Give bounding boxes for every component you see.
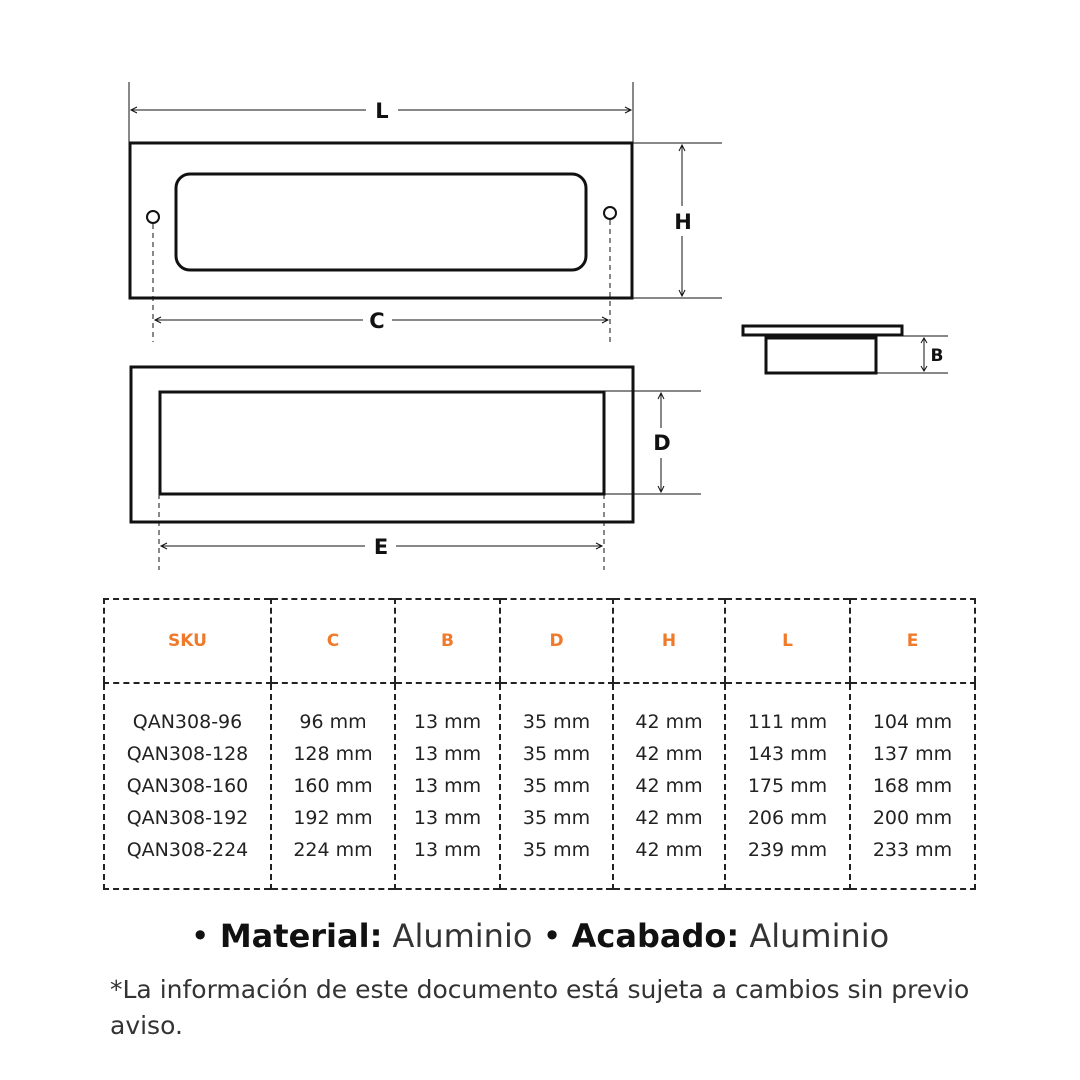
table-cell: 160 mm: [293, 775, 373, 797]
table-cell: 206 mm: [747, 807, 828, 829]
table-cell: 42 mm: [635, 743, 703, 765]
table-cell: QAN308-192: [126, 807, 249, 829]
top-view-plate: [130, 143, 632, 298]
table-cell: QAN308-160: [126, 775, 249, 797]
finish-label: Acabado:: [571, 917, 740, 955]
table-cell: 42 mm: [635, 775, 703, 797]
material-value: Aluminio: [392, 917, 533, 955]
side-view-flange: [743, 326, 902, 335]
spec-table: [103, 598, 976, 890]
finish-value: Aluminio: [749, 917, 890, 955]
table-cell: 13 mm: [413, 775, 482, 797]
table-cell: QAN308-96: [132, 711, 243, 733]
table-cell: 35 mm: [522, 839, 591, 861]
table-cell: 137 mm: [872, 743, 953, 765]
table-cell: 104 mm: [872, 711, 953, 733]
column-header-h: H: [613, 599, 725, 683]
dimension-label-b: B: [930, 346, 944, 366]
table-cell: 42 mm: [635, 807, 703, 829]
column-b: [395, 683, 500, 889]
dimension-label-d: D: [653, 431, 671, 455]
column-c: [271, 683, 395, 889]
column-header-d: D: [500, 599, 613, 683]
table-cell: 143 mm: [747, 743, 828, 765]
table-cell: 224 mm: [293, 839, 373, 861]
table-cell: 13 mm: [413, 807, 482, 829]
table-cell: 35 mm: [522, 743, 591, 765]
table-cell: 128 mm: [293, 743, 373, 765]
column-d: [500, 683, 613, 889]
screw-hole-right: [604, 207, 616, 219]
dimension-label-e: E: [373, 535, 389, 559]
table-cell: 96 mm: [299, 711, 367, 733]
table-cell: 239 mm: [747, 839, 828, 861]
column-e: [850, 683, 975, 889]
table-cell: 192 mm: [293, 807, 373, 829]
table-cell: 13 mm: [413, 839, 482, 861]
table-cell: 175 mm: [747, 775, 828, 797]
table-cell: 168 mm: [872, 775, 953, 797]
top-view-recess: [176, 174, 586, 270]
column-l: [725, 683, 850, 889]
bullet: •: [542, 917, 562, 955]
dimension-label-c: C: [369, 309, 385, 333]
table-cell: 35 mm: [522, 711, 591, 733]
table-cell: 35 mm: [522, 775, 591, 797]
screw-hole-left: [147, 211, 159, 223]
bullet: •: [190, 917, 210, 955]
table-cell: 13 mm: [413, 743, 482, 765]
table-cell: 200 mm: [872, 807, 953, 829]
table-cell: 42 mm: [635, 839, 703, 861]
column-header-e: E: [850, 599, 975, 683]
table-cell: 13 mm: [413, 711, 482, 733]
column-header-l: L: [725, 599, 850, 683]
column-header-sku: SKU: [104, 599, 271, 683]
material-line: [0, 917, 1080, 955]
table-cell: 233 mm: [872, 839, 953, 861]
bottom-view-body: [160, 392, 604, 494]
column-header-b: B: [395, 599, 500, 683]
table-body-row: [104, 683, 975, 889]
bottom-view-plate: [131, 367, 633, 522]
column-h: [613, 683, 725, 889]
table-header-row: [104, 599, 975, 683]
material-label: Material:: [219, 917, 383, 955]
table-cell: QAN308-224: [126, 839, 249, 861]
table-cell: 35 mm: [522, 807, 591, 829]
table-cell: QAN308-128: [126, 743, 249, 765]
disclaimer: *La información de este documento está sujeta a cambios sin previo aviso.: [110, 975, 970, 1040]
table-cell: 111 mm: [747, 711, 828, 733]
dimension-label-l: L: [375, 99, 389, 123]
dimension-label-h: H: [674, 210, 692, 234]
side-view-body: [766, 338, 876, 373]
column-sku: [104, 683, 271, 889]
table-cell: 42 mm: [635, 711, 703, 733]
column-header-c: C: [271, 599, 395, 683]
